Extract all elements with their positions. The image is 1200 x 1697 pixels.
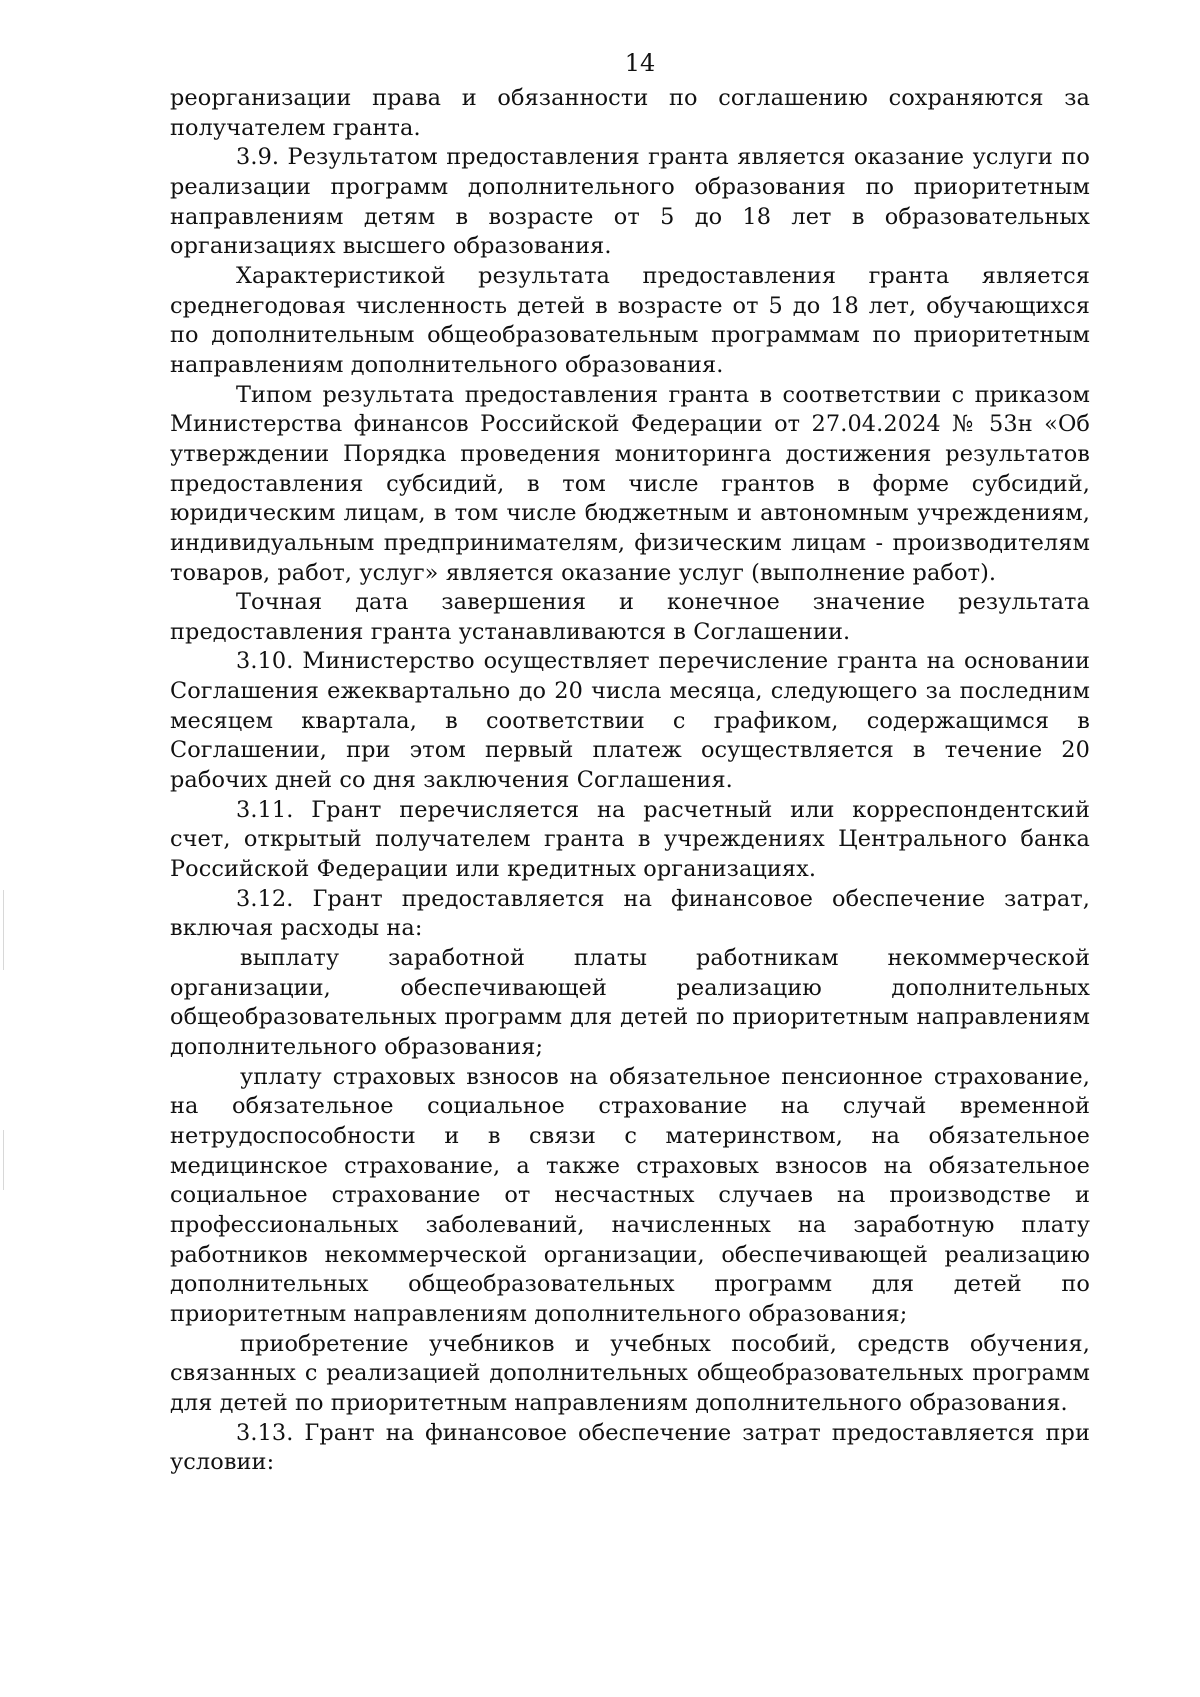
- list-item-textbooks: приобретение учебников и учебных пособий, средств обучения, связанных с реализацией дополнительных общеобразовательных программ для детей по приоритетным направлениям дополнительного образования.: [170, 1330, 1090, 1416]
- scan-edge-mark: [3, 1130, 4, 1190]
- paragraph-3-11-account: 3.11. Грант перечисляется на расчетный или корреспондентский счет, открытый получателем гранта в учреждениях Центрального банка Российской Федерации или кредитных организациях.: [170, 796, 1090, 883]
- paragraph-3-10-transfer-schedule: 3.10. Министерство осуществляет перечисление гранта на основании Соглашения ежеквартально до 20 числа месяца, следующего за последним месяцем квартала, в соответствии с графиком, содержащимся в Соглашении, при этом первый платеж осуществляется в течение 20 рабочих дней со дня заключения Соглашения.: [170, 648, 1090, 794]
- paragraph-3-9-result: 3.9. Результатом предоставления гранта является оказание услуги по реализации программ дополнительного образования по приоритетным направлениям детям в возрасте от 5 до 18 лет в образовательных организациях высшего образования.: [170, 144, 1090, 260]
- paragraph-result-type: Типом результата предоставления гранта в соответствии с приказом Министерства финансов Российской Федерации от 27.04.2024 № 53н «Об утверждении Порядка проведения мониторинга достижения результатов предоставления субсидий, в том числе грантов в форме субсидий, юридическим лицам, в том числе бюджетным и автономным учреждениям, индивидуальным предпринимателям, физическим лицам - производителям товаров, работ, услуг» является оказание услуг (выполнение работ).: [170, 381, 1090, 586]
- document-body: [170, 84, 1090, 1478]
- list-item-salary: выплату заработной платы работникам некоммерческой организации, обеспечивающей реализацию дополнительных общеобразовательных программ для детей по приоритетным направлениям дополнительного образования;: [170, 945, 1090, 1060]
- scan-edge-mark: [3, 890, 4, 970]
- paragraph-completion-date: Точная дата завершения и конечное значение результата предоставления гранта устанавливаются в Соглашении.: [170, 589, 1090, 645]
- paragraph-3-12-expenses: 3.12. Грант предоставляется на финансовое обеспечение затрат, включая расходы на:: [170, 885, 1090, 942]
- page-number: 14: [624, 49, 656, 77]
- paragraph-3-13-condition: 3.13. Грант на финансовое обеспечение затрат предоставляется при условии:: [170, 1419, 1090, 1476]
- paragraph-reorganization-continuation: реорганизации права и обязанности по соглашению сохраняются за получателем гранта.: [170, 85, 1090, 141]
- list-item-insurance: уплату страховых взносов на обязательное пенсионное страхование, на обязательное социальное страхование на случай временной нетрудоспособности и в связи с материнством, на обязательное медицинское страхование, а также страховых взносов на обязательное социальное страхование от несчастных случаев на производстве и профессиональных заболеваний, начисленных на заработную плату работников некоммерческой организации, обеспечивающей реализацию дополнительных общеобразовательных программ для детей по приоритетным направлениям дополнительного образования;: [170, 1063, 1090, 1327]
- paragraph-result-characteristic: Характеристикой результата предоставления гранта является среднегодовая численность детей в возрасте от 5 до 18 лет, обучающихся по дополнительным общеобразовательным программам по приоритетным направлениям дополнительного образования.: [170, 262, 1090, 378]
